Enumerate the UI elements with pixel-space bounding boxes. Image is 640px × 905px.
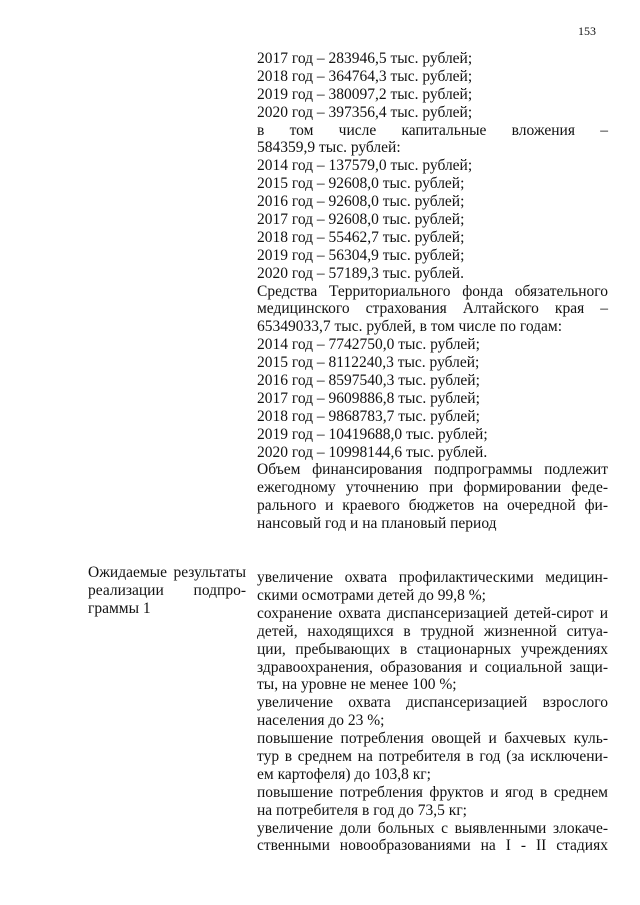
result-line: увеличение охвата диспансеризацией взрослого [257, 694, 608, 712]
financing-line: 2018 год – 55462,7 тыс. рублей; [257, 228, 465, 246]
section-gap [257, 533, 608, 569]
financing-line: 2017 год – 9609886,8 тыс. рублей; [257, 389, 480, 407]
label-line: реализации подпро- [88, 581, 246, 599]
financing-line: 2014 год – 137579,0 тыс. рублей; [257, 157, 473, 175]
financing-line: 2019 год – 10419688,0 тыс. рублей; [257, 425, 488, 443]
expected-results-label [88, 564, 246, 618]
financing-line: 2014 год – 7742750,0 тыс. рублей; [257, 336, 480, 354]
result-line: ственными новообразованиями на I - II стадиях [257, 837, 608, 855]
financing-line: 2018 год – 9868783,7 тыс. рублей; [257, 407, 480, 425]
result-line: скими осмотрами детей до 99,8 %; [257, 586, 486, 604]
financing-line: медицинского страхования Алтайского края – [257, 300, 608, 318]
result-line: детей, находящихся в трудной жизненной ситуа- [257, 622, 608, 640]
expected-results-text [257, 569, 608, 855]
result-line: увеличение доли больных с выявленными злокаче- [257, 819, 608, 837]
financing-line: 2015 год – 92608,0 тыс. рублей; [257, 175, 465, 193]
financing-line: Средства Территориального фонда обязательного [257, 282, 608, 300]
financing-line: ежегодному уточнению при формировании феде- [257, 479, 608, 497]
financing-line: 584359,9 тыс. рублей: [257, 139, 401, 157]
financing-line: 2019 год – 380097,2 тыс. рублей; [257, 85, 473, 103]
result-line: увеличение охвата профилактическими медицин- [257, 569, 608, 587]
financing-line: 2016 год – 8597540,3 тыс. рублей; [257, 372, 480, 390]
right-column [257, 50, 608, 855]
financing-line: 2020 год – 10998144,6 тыс. рублей. [257, 443, 488, 461]
financing-line: 2017 год – 92608,0 тыс. рублей; [257, 211, 465, 229]
result-line: здравоохранения, образования и социальной защи- [257, 658, 608, 676]
financing-line: 65349033,7 тыс. рублей, в том числе по годам: [257, 318, 563, 336]
result-line: на потребителя в год до 73,5 кг; [257, 801, 467, 819]
financing-line: нансовый год и на плановый период [257, 515, 497, 533]
result-line: повышение потребления овощей и бахчевых куль- [257, 730, 608, 748]
label-line: Ожидаемые результаты [88, 564, 246, 581]
financing-text [257, 50, 608, 533]
financing-line: рального и краевого бюджетов на очередной фи- [257, 497, 608, 515]
result-line: сохранение охвата диспансеризацией детей-сирот и [257, 604, 608, 622]
page-number: 153 [578, 24, 596, 38]
result-line: тур в среднем на потребителя в год (за исключени- [257, 747, 608, 765]
financing-line: 2020 год – 57189,3 тыс. рублей. [257, 264, 464, 282]
label-line: граммы 1 [88, 599, 151, 617]
result-line: ты, на уровне не менее 100 %; [257, 676, 457, 694]
result-line: ции, пребывающих в стационарных учреждениях [257, 640, 608, 658]
result-line: повышение потребления фруктов и ягод в среднем [257, 783, 608, 801]
financing-line: 2020 год – 397356,4 тыс. рублей; [257, 103, 473, 121]
financing-line: 2017 год – 283946,5 тыс. рублей; [257, 50, 473, 67]
financing-line: 2016 год – 92608,0 тыс. рублей; [257, 193, 465, 211]
financing-line: в том числе капитальные вложения – [257, 121, 608, 139]
financing-line: 2015 год – 8112240,3 тыс. рублей; [257, 354, 480, 372]
financing-line: 2019 год – 56304,9 тыс. рублей; [257, 246, 465, 264]
financing-line: 2018 год – 364764,3 тыс. рублей; [257, 67, 473, 85]
result-line: населения до 23 %; [257, 712, 385, 730]
result-line: ем картофеля) до 103,8 кг; [257, 765, 431, 783]
financing-line: Объем финансирования подпрограммы подлежит [257, 461, 608, 479]
